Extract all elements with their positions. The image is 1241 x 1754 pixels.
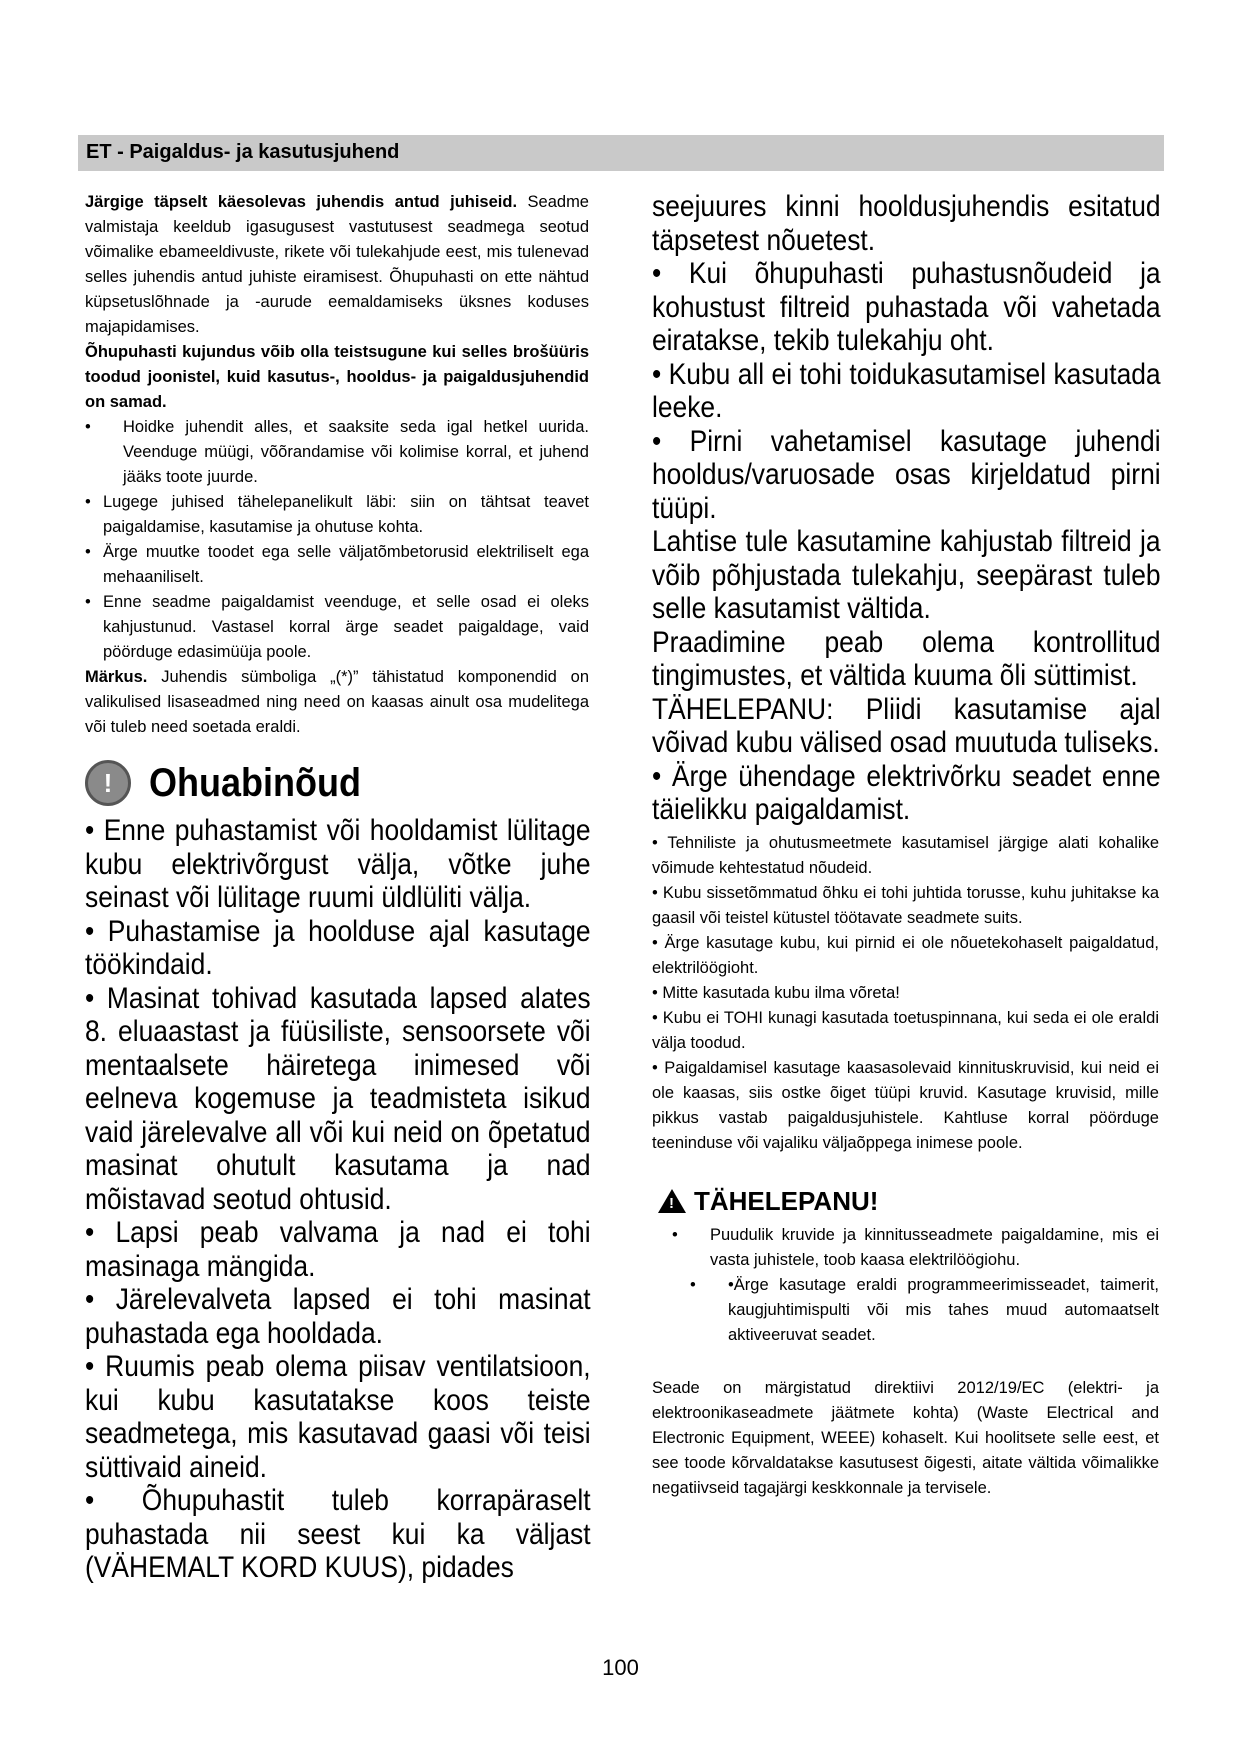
list-item-text: •Ärge kasutage eraldi programmeerimisseadet, taimerit, kaugjuhtimispulti või mis tahes muud automaatselt aktiveeruvat seadet. — [728, 1275, 1159, 1344]
safety-list — [85, 814, 589, 1585]
caution-title: TÄHELEPANU! — [694, 1185, 879, 1216]
list-item: • Kui õhupuhasti puhastusnõudeid ja kohustust filtreid puhastada või vahetada eiratakse, tekib tulekahju oht. — [652, 257, 1161, 357]
list-item-text: Puudulik kruvide ja kinnitusseadmete paigaldamine, mis ei vasta juhistele, toob kaasa elektrilöögiohu. — [710, 1225, 1159, 1269]
list-item: Lahtise tule kasutamine kahjustab filtreid ja võib põhjustada tulekahju, seepärast tuleb selle kasutamist vältida. — [652, 525, 1161, 625]
list-item: • Enne seadme paigaldamist veenduge, et selle osad ei oleks kahjustunud. Vastasel korral ärge seadet paigaldage, vaid pöörduge edasimüüja poole. — [85, 590, 589, 665]
warning-triangle-icon: ! — [658, 1189, 686, 1213]
safety-list-continued — [652, 190, 1159, 827]
list-item: • Õhupuhastit tuleb korrapäraselt puhastada nii seest kui ka väljast (VÄHEMALT KORD KUUS), pidades — [85, 1484, 591, 1584]
list-item: • Puudulik kruvide ja kinnitusseadmete paigaldamine, mis ei vasta juhistele, toob kaasa elektrilöögiohu. — [652, 1223, 1159, 1273]
list-item-text: Lugege juhised tähelepanelikult läbi: siin on tähtsat teavet paigaldamise, kasutamise ja ohutuse kohta. — [103, 493, 589, 536]
technical-list — [652, 831, 1159, 1156]
list-item: seejuures kinni hooldusjuhendis esitatud täpsetest nõuetest. — [652, 190, 1161, 257]
left-column — [85, 190, 589, 1585]
list-item: TÄHELEPANU: Pliidi kasutamise ajal võivad kubu välised osad muutuda tuliseks. — [652, 692, 1161, 759]
safety-title: Ohuabinõud — [149, 760, 361, 805]
note-text: Juhendis sümboliga „(*)” tähistatud komponendid on valikulised lisaseadmed ning need on kaasas ainult osa mudelitega või tuleb need soetada eraldi. — [85, 668, 589, 736]
list-item: • Ärge kasutage kubu, kui pirnid ei ole nõuetekohaselt paigaldatud, elektrilöögioht. — [652, 933, 1159, 977]
list-item: • Puhastamise ja hoolduse ajal kasutage töökindaid. — [85, 914, 591, 981]
note-paragraph — [85, 665, 589, 740]
list-item: • Ärge muutke toodet ega selle väljatõmbetorusid elektriliselt ega mehaaniliselt. — [85, 540, 589, 590]
list-item: • Kubu all ei tohi toidukasutamisel kasutada leeke. — [652, 357, 1161, 424]
warning-icon: ! — [85, 760, 131, 806]
list-item: • Tehniliste ja ohutusmeetmete kasutamisel järgige alati kohalike võimude kehtestatud nõudeid. — [652, 833, 1159, 877]
list-item: • Lugege juhised tähelepanelikult läbi: siin on tähtsat teavet paigaldamise, kasutamise ja ohutuse kohta. — [85, 490, 589, 540]
intro-paragraph — [85, 190, 589, 340]
safety-heading — [85, 760, 589, 806]
list-item: • Ärge ühendage elektrivõrku seadet enne täielikku paigaldamist. — [652, 759, 1161, 826]
page-number: 100 — [602, 1655, 639, 1680]
list-item: • •Ärge kasutage eraldi programmeerimisseadet, taimerit, kaugjuhtimispulti või mis tahes muud automaatselt aktiveeruvat seadet. — [652, 1273, 1159, 1348]
weee-paragraph: Seade on märgistatud direktiivi 2012/19/EC (elektri- ja elektroonikaseadmete jäätmete kohta) (Waste Electrical and Electronic Equipment, WEEE) kohaselt. Kui hoolitsete selle eest, et see toode kõrvaldatakse kasutusest õigesti, aitate vältida võimalikke negatiivseid tagajärgi keskkonnale ja tervisele. — [652, 1378, 1159, 1497]
section-header-title: ET - Paigaldus- ja kasutusjuhend — [86, 141, 400, 163]
list-item: Praadimine peab olema kontrollitud tingimustes, et vältida kuuma õli süttimist. — [652, 625, 1161, 692]
list-item: • Ruumis peab olema piisav ventilatsioon, kui kubu kasutatakse koos teiste seadmetega, mis kasutavad gaasi või teisi süttivaid aineid. — [85, 1350, 591, 1484]
list-item: • Masinat tohivad kasutada lapsed alates 8. eluaastast ja füüsiliste, sensoorsete või mentaalsete häiretega inimesed või eelneva kogemuse ja teadmisteta isikud vaid järelevalve all või kui neid on õpetatud masinat ohutult kasutama ja nad mõistavad seotud ohtusid. — [85, 981, 591, 1216]
right-column — [652, 190, 1159, 1501]
design-note: Õhupuhasti kujundus võib olla teistsugune kui selles brošüüris toodud joonistel, kuid kasutus-, hooldus- ja paigaldusjuhendid on samad. — [85, 343, 589, 411]
list-item-text: Enne seadme paigaldamist veenduge, et selle osad ei oleks kahjustunud. Vastasel korral ärge seadet paigaldage, vaid pöörduge edasimüüja poole. — [103, 593, 589, 661]
note-label: Märkus. — [85, 668, 148, 686]
intro-bold: Järgige täpselt käesolevas juhendis antud juhiseid. — [85, 193, 518, 211]
list-item: • Lapsi peab valvama ja nad ei tohi masinaga mängida. — [85, 1216, 591, 1283]
caution-heading — [658, 1186, 1159, 1217]
intro-text: Seadme valmistaja keeldub igasugusest vastutusest seadmega seotud võimalike ebameeldivuste, rikete või tulekahjude eest, mis tulenevad selles juhendis antud juhiste eiramisest. Õhupuhasti on ette nähtud küpsetuslõhnade ja -aurude eemaldamiseks üksnes koduses majapidamises. — [85, 193, 589, 336]
list-item: • Enne puhastamist või hooldamist lülitage kubu elektrivõrgust välja, võtke juhe seinast või lülitage ruumi üldlüliti välja. — [85, 814, 591, 914]
list-item-text: Hoidke juhendit alles, et saaksite seda igal hetkel uurida. Veenduge müügi, võõrandamise või kolimise korral, et juhend jääks toote juurde. — [123, 418, 589, 486]
list-item: • Hoidke juhendit alles, et saaksite seda igal hetkel uurida. Veenduge müügi, võõrandamise või kolimise korral, et juhend jääks toote juurde. — [85, 415, 589, 490]
list-item-text: Ärge muutke toodet ega selle väljatõmbetorusid elektriliselt ega mehaaniliselt. — [103, 543, 589, 586]
list-item: • Järelevalveta lapsed ei tohi masinat puhastada ega hooldada. — [85, 1283, 591, 1350]
list-item: • Pirni vahetamisel kasutage juhendi hooldus/varuosade osas kirjeldatud pirni tüüpi. — [652, 424, 1161, 525]
list-item: • Mitte kasutada kubu ilma võreta! — [652, 983, 900, 1002]
section-header — [78, 135, 1164, 171]
list-item: • Kubu sissetõmmatud õhku ei tohi juhtida torusse, kuhu juhitakse ka gaasil või teistel kütustel töötavate seadmete suits. — [652, 883, 1159, 927]
list-item: • Kubu ei TOHI kunagi kasutada toetuspinnana, kui seda ei ole eraldi välja toodud. — [652, 1008, 1159, 1052]
list-item: • Paigaldamisel kasutage kaasasolevaid kinnituskruvisid, kui neid ei ole kaasas, siis ostke õiget tüüpi kruvid. Kasutage kruvisid, mille pikkus vastab paigaldusjuhistele. Kahtluse korral pöörduge teeninduse või vajaliku väljaõppega inimese poole. — [652, 1058, 1159, 1152]
